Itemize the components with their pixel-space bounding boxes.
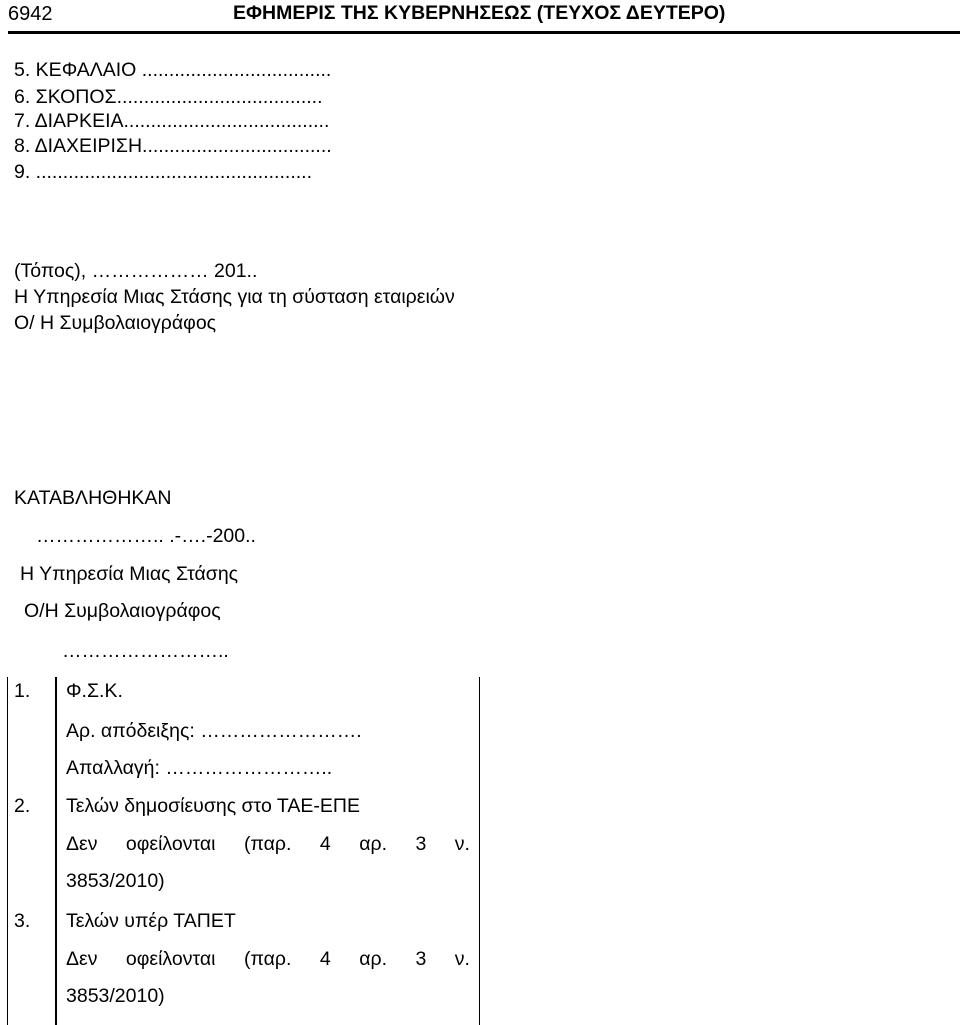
note-word: αρ. <box>359 833 388 855</box>
note-word: Δεν <box>66 948 98 970</box>
filed-notary: Ο/Η Συμβολαιογράφος <box>24 600 221 622</box>
header-rule <box>8 31 960 34</box>
fee-note-end: 3853/2010) <box>66 985 165 1007</box>
fee-item-title: Τελών υπέρ ΤΑΠΕΤ <box>66 910 236 932</box>
toc-item-purpose: 6. ΣΚΟΠΟΣ...................................... <box>14 86 323 108</box>
filed-service: Η Υπηρεσία Μιας Στάσης <box>20 563 239 585</box>
fee-item-title: Τελών δημοσίευσης στο ΤΑΕ-ΕΠΕ <box>66 795 360 817</box>
fees-table-divider <box>55 677 57 1025</box>
toc-item-management: 8. ΔΙΑΧΕΙΡΙΣΗ................................... <box>14 135 332 157</box>
receipt-number-line: Αρ. απόδειξης: ……………………. <box>66 720 362 742</box>
filed-heading: ΚΑΤΑΒΛΗΘΗΚΑΝ <box>14 487 172 509</box>
note-word: οφείλονται <box>125 948 216 970</box>
note-word: 3 <box>415 833 427 855</box>
note-word: οφείλονται <box>125 833 216 855</box>
toc-item-duration: 7. ΔΙΑΡΚΕΙΑ...................................... <box>14 110 330 132</box>
fee-note-end: 3853/2010) <box>66 870 165 892</box>
note-word: (παρ. <box>243 948 292 970</box>
fee-item-number: 2. <box>14 795 31 817</box>
toc-item-nine: 9. ................................................... <box>14 161 312 183</box>
note-word: 4 <box>319 948 331 970</box>
note-word: ν. <box>454 948 470 970</box>
service-line: Η Υπηρεσία Μιας Στάσης για τη σύσταση εταιρειών <box>14 286 455 308</box>
fee-note-line <box>66 835 470 855</box>
fee-item-number: 1. <box>14 680 31 702</box>
filed-signature-dots: …………………….. <box>62 640 229 662</box>
note-word: ν. <box>454 833 470 855</box>
filed-date-line: ……………….. .-….-200.. <box>36 525 256 547</box>
page-number: 6942 <box>8 3 53 25</box>
fee-note-line <box>66 950 470 970</box>
note-word: 3 <box>415 948 427 970</box>
note-word: (παρ. <box>243 833 292 855</box>
toc-item-capital: 5. ΚΕΦΑΛΑΙΟ ................................... <box>14 59 332 81</box>
note-word: αρ. <box>359 948 388 970</box>
fee-item-title: Φ.Σ.Κ. <box>66 680 123 702</box>
note-word: Δεν <box>66 833 98 855</box>
notary-line: Ο/ Η Συμβολαιογράφος <box>14 312 217 334</box>
place-date-line: (Τόπος), ……………… 201.. <box>14 260 258 282</box>
gazette-title: ΕΦΗΜΕΡΙΣ ΤΗΣ ΚΥΒΕΡΝΗΣΕΩΣ (ΤΕΥΧΟΣ ΔΕΥΤΕΡΟ) <box>233 2 726 24</box>
note-word: 4 <box>319 833 331 855</box>
exemption-line: Απαλλαγή: …………………….. <box>66 757 333 779</box>
fee-item-number: 3. <box>14 910 31 932</box>
